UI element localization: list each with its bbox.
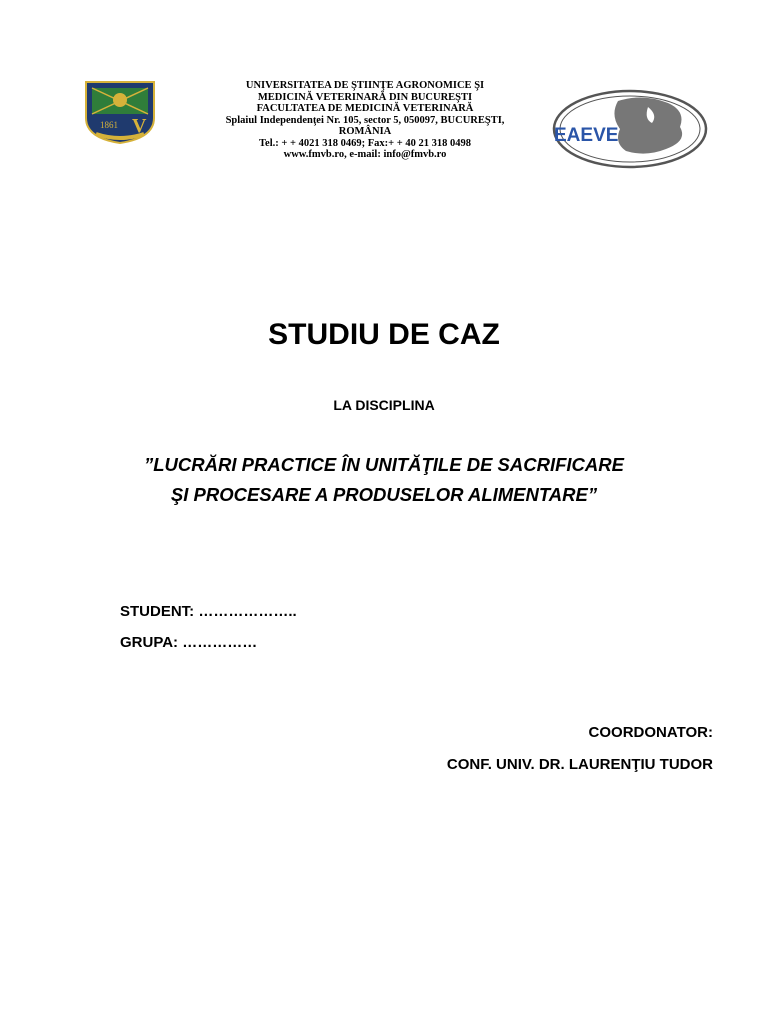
header-line-university-2: MEDICINĂ VETERINARĂ DIN BUCUREŞTI xyxy=(257,91,473,103)
header-line-phone: Tel.: + + 4021 318 0469; Fax:+ + 40 21 318 0498 xyxy=(259,137,471,149)
discipline-name xyxy=(0,450,768,510)
header-line-university: UNIVERSITATEA DE ŞTIINŢE AGRONOMICE ŞI xyxy=(245,80,485,91)
document-subtitle: LA DISCIPLINA xyxy=(333,397,435,413)
discipline-line-2: ŞI PROCESARE A PRODUSELOR ALIMENTARE” xyxy=(170,484,598,505)
crest-year: 1861 xyxy=(100,120,118,130)
university-crest-logo xyxy=(82,80,158,144)
document-title: STUDIU DE CAZ xyxy=(268,318,500,351)
coordinator-label: COORDONATOR: xyxy=(588,724,713,741)
discipline-line-1: ”LUCRĂRI PRACTICE ÎN UNITĂŢILE DE SACRIFICARE xyxy=(144,454,624,475)
eaeve-wordmark: EAEVE xyxy=(554,125,619,146)
header-line-faculty: FACULTATEA DE MEDICINĂ VETERINARĂ xyxy=(256,103,474,114)
student-field: STUDENT: ……………….. xyxy=(120,603,297,620)
eaeve-logo xyxy=(548,85,708,173)
crest-letter: V xyxy=(132,115,147,137)
coordinator-name: CONF. UNIV. DR. LAURENŢIU TUDOR xyxy=(446,756,713,773)
institution-header xyxy=(200,80,530,161)
header-line-address: Splaiul Independenţei Nr. 105, sector 5, 050097, BUCUREŞTI, xyxy=(225,114,505,126)
group-field: GRUPA: …………… xyxy=(120,634,258,651)
header-line-country: ROMÂNIA xyxy=(338,126,392,137)
header-line-web: www.fmvb.ro, e-mail: info@fmvb.ro xyxy=(283,149,447,160)
